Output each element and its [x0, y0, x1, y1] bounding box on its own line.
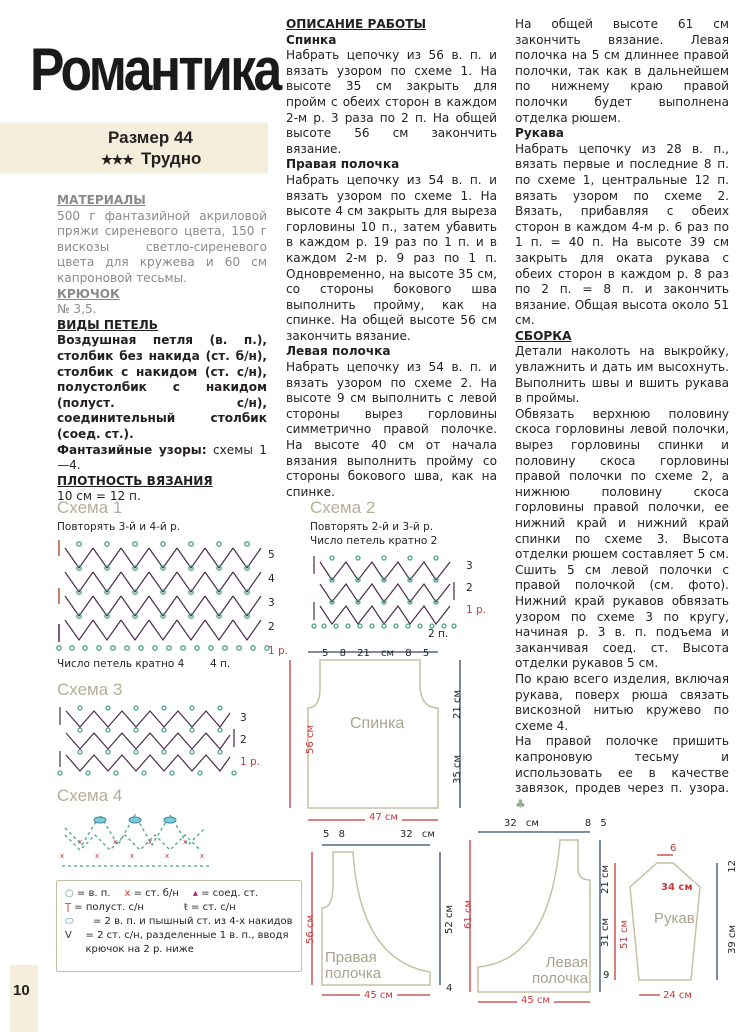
- right-front-text: Набрать цепочку из 54 в. п. и вязать узором по схеме 1. На высоте 4 см закрыть для выреза горловины 10 п., затем убавить в каждом р. 19 раз по 1 п. и в каждом 2-м р. 9 раз по 1 п. Одновременно, на высоте 35 см, со стороны бокового шва выполнить пройму, как на спинке. На общей высоте 56 см закончить вязание.: [286, 172, 497, 343]
- hook-heading: КРЮЧОК: [57, 286, 120, 301]
- svg-text:x: x: [165, 852, 170, 860]
- back-heading: Спинка: [286, 32, 337, 47]
- scheme-3-chart-icon: [58, 705, 238, 775]
- left-front-armhole: 21 см: [600, 865, 611, 894]
- v-stitch-icon: V: [65, 930, 72, 941]
- left-front-text: Набрать цепочку из 54 в. п. и вязать узором по схеме 2. На высоте 9 см выполнить с левой стороны вырез горловины симметрично правой полочке. На высоте 40 см от начала вязания выполнить пройму со стороны бокового шва, как на спинке.: [286, 360, 497, 499]
- scheme-1-repeat: 4 п.: [210, 658, 231, 670]
- sleeve-label: Рукав: [654, 910, 695, 927]
- gauge-heading: ПЛОТНОСТЬ ВЯЗАНИЯ: [57, 473, 213, 488]
- left-front-width: 45 см: [517, 995, 554, 1006]
- left-front-height: 61 см: [463, 900, 474, 929]
- scheme-2-chart-icon: [312, 552, 462, 627]
- scheme-2-repeat: 2 п.: [428, 628, 449, 640]
- right-front-label: Правая полочка: [325, 949, 382, 982]
- sleeve-top: 6: [670, 843, 677, 854]
- patterns-line: [57, 443, 267, 474]
- sleeve-bottom: 24 см: [660, 990, 695, 1001]
- description-column: [286, 17, 497, 500]
- chain-stitch-icon: ○: [65, 888, 74, 899]
- back-pattern-icon: [300, 650, 480, 825]
- back-height: 56 см: [305, 725, 316, 754]
- svg-text:x: x: [200, 852, 205, 860]
- assembly-column: [515, 17, 729, 812]
- assembly-heading: СБОРКА: [515, 328, 572, 343]
- sleeves-heading: Рукава: [515, 126, 564, 141]
- scheme-3-row-labels: 3 2 1 р.: [240, 712, 261, 768]
- right-front-bottom-small: 4: [446, 983, 453, 994]
- assembly-p1: Детали наколоть на выкройку, увлажнить и дать им высохнуть. Выполнить швы и вшить рукава в проймы.: [515, 344, 729, 406]
- sleeve-body: 39 см: [727, 925, 738, 954]
- materials-column: [57, 193, 267, 505]
- back-armhole: 21 см: [452, 690, 463, 719]
- left-front-label: Левая полочка: [532, 954, 589, 987]
- svg-text:x: x: [60, 852, 65, 860]
- scheme-2-row-labels: 3 2 1 р.: [466, 560, 487, 616]
- scheme-2-note-2: Число петель кратно 2: [310, 535, 438, 547]
- assembly-p2: Обвязать верхнюю половину скоса горловины левой полочки, вырез горловины спинки и половину скоса горловины правой полочки по схеме 2, а нижнюю половину скоса горловины правой полочки, ее нижний край и нижний край спинки по схеме 3. Высота отделки рюшем составляет 5 см. Сшить 5 см левой полочки с правой полочкой (см. фото). Нижний край рукавов обвязать узором по схеме 3 по кругу, начиная р. 3 в. п. подъема и заканчивая соед. ст. Высота отделки рукавов 5 см.: [515, 406, 729, 671]
- materials-heading: МАТЕРИАЛЫ: [57, 193, 146, 207]
- right-front-side: 52 см: [444, 905, 455, 934]
- scheme-2-note-1: Повторять 2-й и 3-й р.: [310, 521, 434, 533]
- difficulty-label: Трудно: [140, 149, 202, 168]
- svg-text:x: x: [183, 838, 188, 846]
- difficulty-stars-icon: ★★★: [101, 152, 133, 167]
- sleeve-pattern-icon: [625, 855, 735, 1005]
- half-double-crochet-icon: Ţ: [65, 902, 72, 913]
- page-title: Романтика: [30, 36, 280, 103]
- back-label: Спинка: [350, 715, 405, 732]
- scheme-1-title: Схема 1: [57, 498, 123, 517]
- left-front-body: 31 см: [600, 918, 611, 947]
- symbol-legend: ○ = в. п. x = ст. б/н ▴ = соед. ст. Ţ = полуст. с/н ŧ = ст. с/н ⬭ = 2 в. п. и пышный ст. из 4-х накидов V = 2 ст. с/н, разделенные 1 в. п., вводя крючок на 2 р. ниже: [56, 880, 302, 972]
- scheme-1-note: Повторять 3-й и 4-й р.: [57, 521, 181, 533]
- sleeve-cap: 12: [727, 860, 738, 873]
- svg-text:x: x: [130, 852, 135, 860]
- difficulty: [101, 149, 201, 169]
- scheme-4-chart-icon: [60, 810, 210, 870]
- back-width: 47 см: [365, 812, 402, 823]
- assembly-p4: На правой полочке пришить капроновую тесьму и использовать ее в качестве завязок, продев через п. узора. ♣: [515, 734, 729, 811]
- scheme-4-title: Схема 4: [57, 786, 123, 805]
- patterns-label: Фантазийные узоры:: [57, 442, 207, 457]
- double-crochet-icon: ŧ: [183, 902, 188, 913]
- right-front-heading: Правая полочка: [286, 157, 400, 172]
- patterns-value: схемы 1—4.: [57, 442, 267, 473]
- materials-text: 500 г фантазийной акриловой пряжи сиреневого цвета, 150 г вискозы светло-сиреневого цвета для кружева и 60 см капроновой тесьмы.: [57, 208, 267, 285]
- svg-text:x: x: [95, 852, 100, 860]
- right-front-top-dims: 5 8 32 см: [323, 829, 435, 840]
- puff-stitch-icon: ⬭: [65, 916, 74, 927]
- back-top-dims: 5 8 21 см 8 5: [322, 648, 430, 659]
- end-mark-icon: ♣: [515, 796, 526, 811]
- page-number: 10: [13, 982, 30, 999]
- scheme-3-title: Схема 3: [57, 680, 123, 699]
- left-front-text-cont: На общей высоте 61 см закончить вязание. Левая полочка на 5 см длиннее правой полочки, так как в дальнейшем по нижнему краю правой полочки будет выполнена отделка рюшем.: [515, 17, 729, 125]
- description-heading: ОПИСАНИЕ РАБОТЫ: [286, 17, 426, 31]
- assembly-p3: По краю всего изделия, включая рукава, поверх рюша связать вискозной нитью кружево по схеме 4.: [515, 671, 729, 733]
- left-front-top-dims: 32 см 8 5: [504, 818, 607, 829]
- slip-stitch-icon: ▴: [192, 888, 198, 899]
- right-front-height: 56 см: [305, 915, 316, 944]
- scheme-1-row-labels: 5 4 3 2 1 р.: [268, 549, 289, 657]
- back-text: Набрать цепочку из 56 в. п. и вязать узором по схеме 1. На высоте 35 см закрыть для пройм с обеих сторон в каждом 2-м р. 3 раза по 2 п. На общей высоте 56 см закончить вязание.: [286, 48, 497, 156]
- scheme-1-footer: Число петель кратно 4: [57, 658, 185, 670]
- hook-value: № 3,5.: [57, 302, 97, 317]
- stitches-text: Воздушная петля (в. п.), столбик без накида (ст. б/н), столбик с накидом (ст. с/н), полустолбик с накидом (полуст. с/н), соединительный столбик (соед. ст.).: [57, 333, 267, 441]
- svg-text:x: x: [148, 838, 153, 846]
- sleeve-cap-width: 34 см: [661, 882, 693, 893]
- svg-text:x: x: [78, 838, 83, 846]
- stitches-heading: ВИДЫ ПЕТЕЛЬ: [57, 317, 159, 332]
- sleeve-height: 51 см: [619, 920, 630, 949]
- back-body: 35 см: [452, 755, 463, 784]
- scheme-1-chart-icon: [57, 536, 277, 656]
- left-front-bottom-small: 9: [603, 970, 610, 981]
- scheme-2-title: Схема 2: [310, 498, 376, 517]
- gauge-value: 10 см = 12 п.: [57, 489, 141, 504]
- size-label: Размер 44: [108, 128, 193, 147]
- right-front-width: 45 см: [360, 990, 397, 1001]
- svg-text:x: x: [113, 838, 118, 846]
- sleeves-text: Набрать цепочку из 28 в. п., вязать первые и последние 8 п. по схеме 1, центральные 12 п. вязать узором по схеме 2. Вязать, прибавляя с обеих сторон в каждом 4-м р. 6 раз по 1 п. = 40 п. На высоте 39 см закрыть для оката рукава с обеих сторон в каждом р. 8 раз по 2 п. = 8 п. и закончить вязание. Общая высота около 51 см.: [515, 141, 729, 328]
- single-crochet-icon: x: [124, 888, 131, 899]
- left-front-heading: Левая полочка: [286, 344, 391, 359]
